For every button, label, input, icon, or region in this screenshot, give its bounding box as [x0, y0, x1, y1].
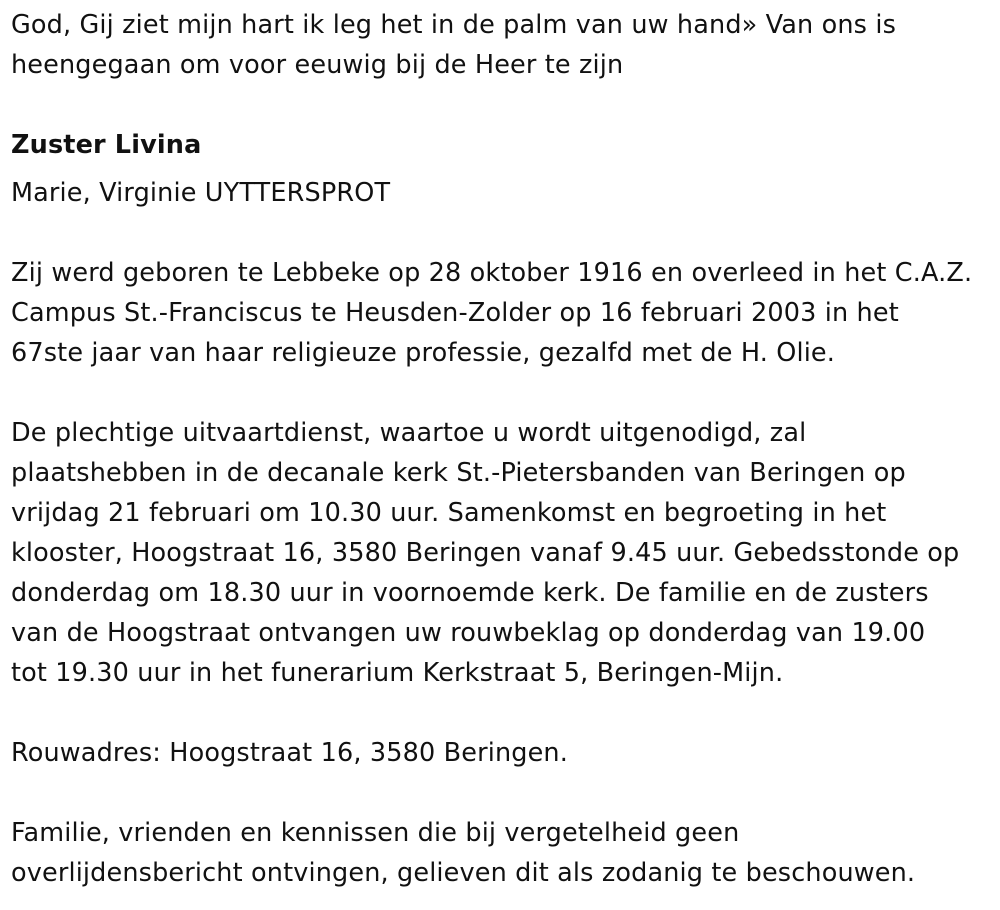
- funeral-line-2: plaatshebben in de decanale kerk St.-Pietersbanden van Beringen op: [11, 458, 906, 488]
- bio-line-2: Campus St.-Franciscus te Heusden-Zolder op 16 februari 2003 in het: [11, 298, 899, 328]
- funeral-line-6: van de Hoogstraat ontvangen uw rouwbeklag op donderdag van 19.00: [11, 618, 926, 648]
- mourning-address: Rouwadres: Hoogstraat 16, 3580 Beringen.: [11, 738, 569, 768]
- funeral-line-4: klooster, Hoogstraat 16, 3580 Beringen vanaf 9.45 uur. Gebedsstonde op: [11, 538, 960, 568]
- bio-line-3: 67ste jaar van haar religieuze professie, gezalfd met de H. Olie.: [11, 338, 836, 368]
- birth-name: Marie, Virginie UYTTERSPROT: [11, 178, 391, 208]
- closing-line-2: overlijdensbericht ontvingen, gelieven dit als zodanig te beschouwen.: [11, 858, 916, 888]
- funeral-line-3: vrijdag 21 februari om 10.30 uur. Samenkomst en begroeting in het: [11, 498, 887, 528]
- closing-line-1: Familie, vrienden en kennissen die bij vergetelheid geen: [11, 818, 740, 848]
- funeral-line-5: donderdag om 18.30 uur in voornoemde kerk. De familie en de zusters: [11, 578, 929, 608]
- bio-line-1: Zij werd geboren te Lebbeke op 28 oktober 1916 en overleed in het C.A.Z.: [11, 258, 973, 288]
- deceased-name: Zuster Livina: [11, 130, 202, 160]
- funeral-line-1: De plechtige uitvaartdienst, waartoe u wordt uitgenodigd, zal: [11, 418, 807, 448]
- intro-line-1: God, Gij ziet mijn hart ik leg het in de palm van uw hand» Van ons is: [11, 10, 897, 40]
- intro-line-2: heengegaan om voor eeuwig bij de Heer te zijn: [11, 50, 624, 80]
- funeral-line-7: tot 19.30 uur in het funerarium Kerkstraat 5, Beringen-Mijn.: [11, 658, 784, 688]
